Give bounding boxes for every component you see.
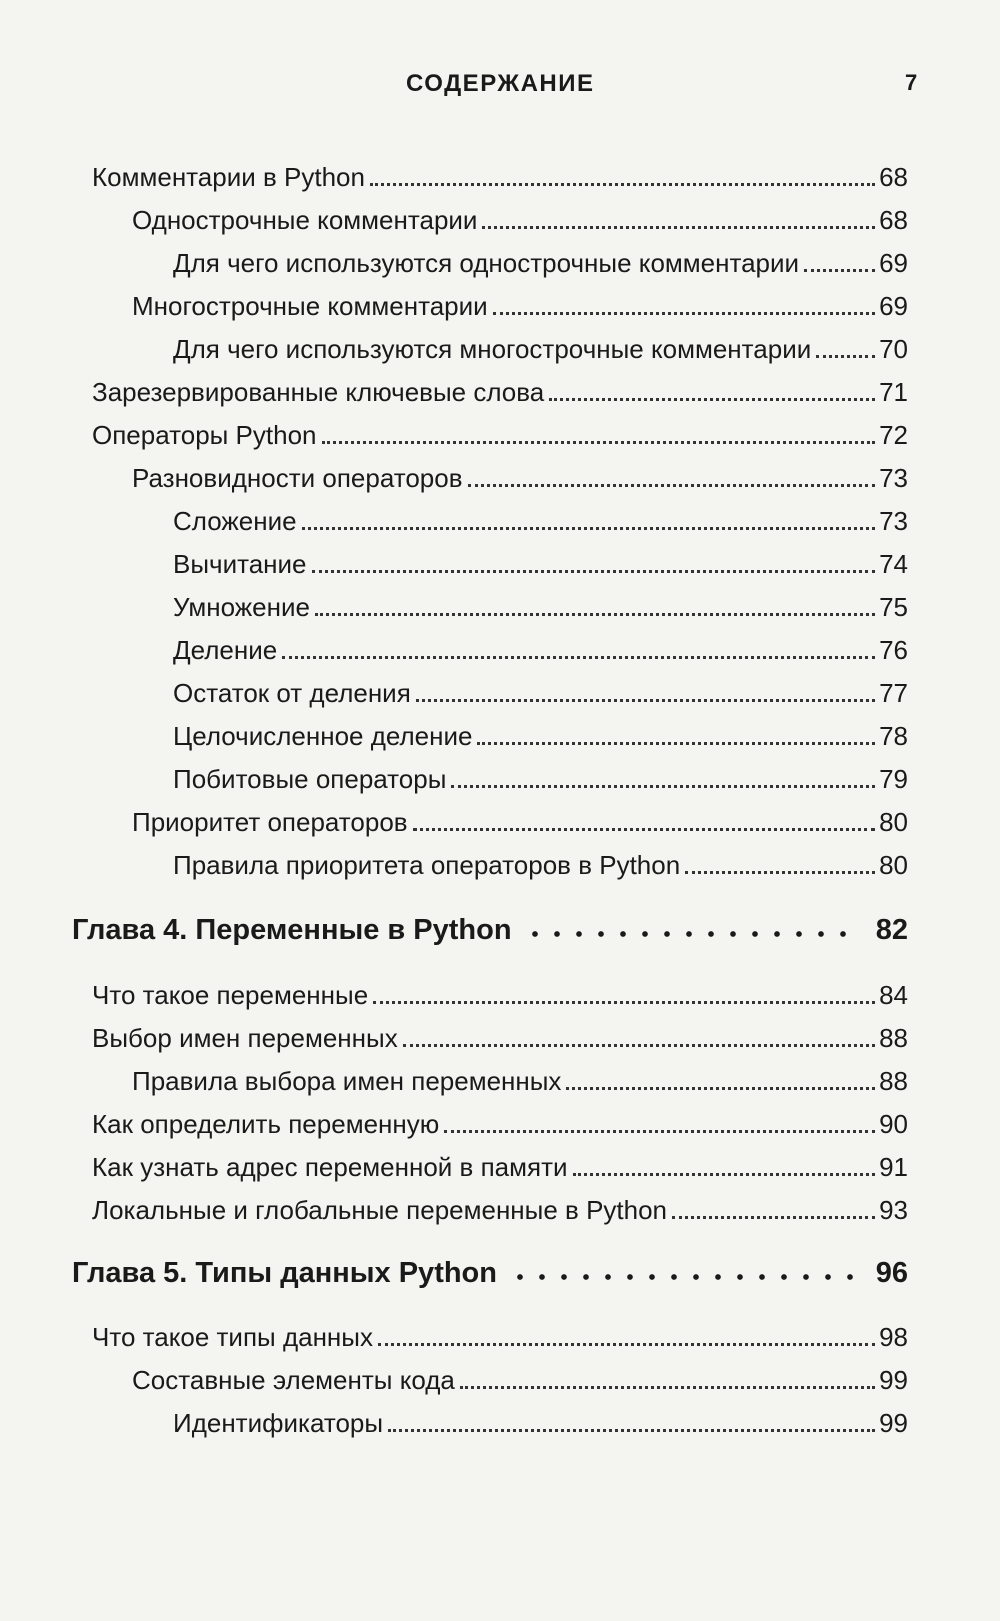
- toc-entry: [173, 334, 908, 374]
- toc-entry: [92, 980, 908, 1020]
- dot-leader: [524, 919, 862, 939]
- toc-entry-page: 72: [879, 420, 908, 450]
- chapter-page: 96: [875, 1257, 908, 1289]
- dot-leader: [370, 165, 875, 186]
- toc-entry: [92, 420, 908, 460]
- dot-leader: [566, 1069, 875, 1090]
- toc-entry-title: Операторы Python: [92, 420, 317, 450]
- dot-leader: [549, 380, 875, 401]
- toc-entry-page: 84: [879, 980, 908, 1010]
- toc-entry-title: Что такое переменные: [92, 980, 369, 1010]
- toc-entry-title: Для чего используются однострочные комментарии: [173, 248, 800, 278]
- toc-entry-page: 99: [879, 1408, 908, 1438]
- toc-entry-page: 99: [879, 1365, 908, 1395]
- dot-leader: [312, 552, 876, 573]
- toc-entry-page: 73: [879, 463, 908, 493]
- toc-entry: [173, 506, 908, 546]
- toc-entry-title: Комментарии в Python: [92, 162, 365, 192]
- dot-leader: [444, 1112, 875, 1133]
- toc-entry: [92, 377, 908, 417]
- dot-leader: [451, 767, 875, 788]
- toc-entry: [92, 1195, 908, 1235]
- toc-entry-title: Побитовые операторы: [173, 764, 447, 794]
- toc-entry-page: 90: [879, 1109, 908, 1139]
- toc-entry: [173, 850, 908, 890]
- page-number: 7: [905, 70, 918, 95]
- toc-entry-title: Деление: [173, 635, 278, 665]
- dot-leader: [468, 466, 876, 487]
- toc-entry: [92, 1109, 908, 1149]
- dot-leader: [282, 638, 875, 659]
- dot-leader: [416, 681, 875, 702]
- toc-entry-title: Для чего используются многострочные комментарии: [173, 334, 812, 364]
- toc-entry-page: 88: [879, 1023, 908, 1053]
- toc-entry-title: Что такое типы данных: [92, 1322, 373, 1352]
- toc-entry-page: 74: [879, 549, 908, 579]
- dot-leader: [322, 423, 876, 444]
- toc-entry: [92, 162, 908, 202]
- toc-entry: [132, 1066, 908, 1106]
- toc-entry-title: Однострочные комментарии: [132, 205, 478, 235]
- dot-leader: [482, 208, 875, 229]
- chapter-title: Глава 4. Переменные в Python: [72, 914, 512, 946]
- toc-entry: [173, 721, 908, 761]
- toc-entry: [132, 1365, 908, 1405]
- toc-entry: [173, 248, 908, 288]
- dot-leader: [388, 1411, 875, 1432]
- toc-entry-title: Многострочные комментарии: [132, 291, 488, 321]
- dot-leader: [302, 509, 875, 530]
- toc-entry-page: 68: [879, 205, 908, 235]
- toc-entry-title: Целочисленное деление: [173, 721, 473, 751]
- dot-leader: [378, 1325, 875, 1346]
- dot-leader: [315, 595, 875, 616]
- toc-entry-page: 80: [879, 850, 908, 880]
- toc-entry-title: Как определить переменную: [92, 1109, 440, 1139]
- toc-entry-page: 88: [879, 1066, 908, 1096]
- dot-leader: [672, 1198, 875, 1219]
- chapter-heading: [72, 1257, 908, 1301]
- dot-leader: [477, 724, 875, 745]
- toc-entry-title: Вычитание: [173, 549, 307, 579]
- dot-leader: [373, 983, 875, 1004]
- toc-entry: [173, 549, 908, 589]
- toc-entry-title: Локальные и глобальные переменные в Python: [92, 1195, 668, 1225]
- toc-entry: [173, 764, 908, 804]
- toc-entry: [132, 463, 908, 503]
- toc-entry: [132, 807, 908, 847]
- toc-entry-title: Как узнать адрес переменной в памяти: [92, 1152, 568, 1182]
- toc-entry-page: 70: [879, 334, 908, 364]
- toc-entry: [173, 1408, 908, 1448]
- toc-entry-page: 71: [879, 377, 908, 407]
- running-title: СОДЕРЖАНИЕ: [406, 70, 595, 97]
- dot-leader: [573, 1155, 876, 1176]
- toc-entry-title: Составные элементы кода: [132, 1365, 455, 1395]
- toc-entry: [132, 205, 908, 245]
- toc-entry: [173, 592, 908, 632]
- toc-entry-page: 93: [879, 1195, 908, 1225]
- toc-entry: [92, 1322, 908, 1362]
- toc-entry-page: 79: [879, 764, 908, 794]
- toc-entry-page: 78: [879, 721, 908, 751]
- toc-entry-title: Разновидности операторов: [132, 463, 463, 493]
- toc-entry-title: Сложение: [173, 506, 297, 536]
- chapter-title: Глава 5. Типы данных Python: [72, 1257, 497, 1289]
- dot-leader: [460, 1368, 875, 1389]
- toc-entry-page: 91: [879, 1152, 908, 1182]
- toc-entry-page: 76: [879, 635, 908, 665]
- chapter-heading: [72, 914, 908, 958]
- dot-leader: [804, 251, 875, 272]
- dot-leader: [493, 294, 875, 315]
- toc-entry-title: Приоритет операторов: [132, 807, 408, 837]
- toc-entry: [173, 678, 908, 718]
- toc-entry: [92, 1152, 908, 1192]
- chapter-page: 82: [875, 914, 908, 946]
- toc-entry-page: 69: [879, 291, 908, 321]
- dot-leader: [685, 853, 875, 874]
- dot-leader: [413, 810, 875, 831]
- toc-entry-page: 80: [879, 807, 908, 837]
- toc-entry-page: 73: [879, 506, 908, 536]
- toc-entry-title: Идентификаторы: [173, 1408, 384, 1438]
- toc-entry-title: Остаток от деления: [173, 678, 411, 708]
- toc-entry-page: 69: [879, 248, 908, 278]
- toc-entry-title: Выбор имен переменных: [92, 1023, 398, 1053]
- toc-entry-title: Умножение: [173, 592, 310, 622]
- toc-entry-page: 77: [879, 678, 908, 708]
- toc-entry: [132, 291, 908, 331]
- toc-entry-page: 68: [879, 162, 908, 192]
- toc-entry: [92, 1023, 908, 1063]
- toc-entry-page: 75: [879, 592, 908, 622]
- dot-leader: [816, 337, 875, 358]
- dot-leader: [403, 1026, 875, 1047]
- toc-entry-title: Правила приоритета операторов в Python: [173, 850, 681, 880]
- dot-leader: [509, 1262, 862, 1282]
- toc-entry-title: Зарезервированные ключевые слова: [92, 377, 545, 407]
- toc-entry-page: 98: [879, 1322, 908, 1352]
- toc-entry-title: Правила выбора имен переменных: [132, 1066, 562, 1096]
- toc-entry: [173, 635, 908, 675]
